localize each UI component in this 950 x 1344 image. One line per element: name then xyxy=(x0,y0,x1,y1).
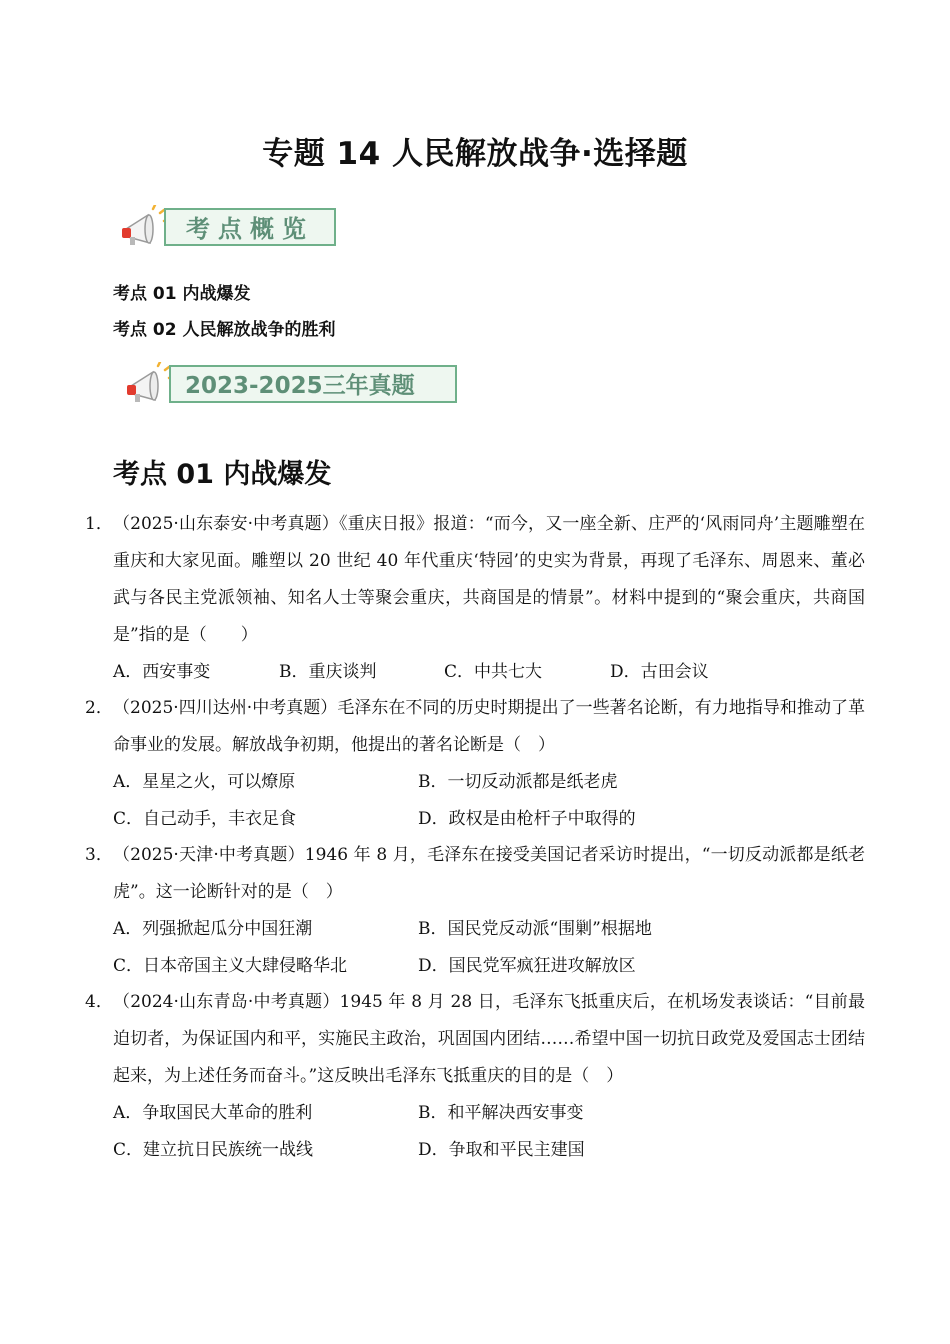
question-2 xyxy=(85,690,865,838)
option-c: C．日本帝国主义大肆侵略华北 xyxy=(113,956,348,976)
overview-banner-label: 考点概览 xyxy=(164,208,336,246)
option-c: C．建立抗日民族统一战线 xyxy=(113,1140,314,1160)
option-c: C．中共七大 xyxy=(444,662,543,682)
question-text: （2024·山东青岛·中考真题）1945 年 8 月 28 日，毛泽东飞抵重庆后，在机场发表谈话：“目前最迫切者，为保证国内和平，实施民主政治，巩固国内团结……希望中国一切抗日政党及爱国志士团结起来，为上述任务而奋斗。”这反映出毛泽东飞抵重庆的目的是（ ） xyxy=(113,992,865,1086)
overview-banner xyxy=(120,205,336,249)
option-d: D．古田会议 xyxy=(610,662,709,682)
option-b: B．重庆谈判 xyxy=(279,662,377,682)
question-4 xyxy=(85,984,865,1169)
question-text: （2025·天津·中考真题）1946 年 8 月，毛泽东在接受美国记者采访时提出，“一切反动派都是纸老虎”。这一论断针对的是（ ） xyxy=(113,845,865,902)
section-heading: 考点 01 内战爆发 xyxy=(113,459,332,490)
option-a: A．列强掀起瓜分中国狂潮 xyxy=(113,919,313,939)
years-banner-label: 2023-2025三年真题 xyxy=(169,365,457,403)
years-banner xyxy=(125,362,457,406)
option-a: A．西安事变 xyxy=(113,662,211,682)
question-text: （2025·山东泰安·中考真题）《重庆日报》报道：“而今，又一座全新、庄严的‘风雨同舟’主题雕塑在重庆和大家见面。雕塑以 20 世纪 40 年代重庆‘特园’的史实为背景，再现了毛泽东、周恩来、董必武与各民主党派领袖、知名人士等聚会重庆，共商国是的情景”。材料中提到的“聚会重庆，共商国是”指的是（ ） xyxy=(113,514,865,645)
option-d: D．国民党军疯狂进攻解放区 xyxy=(418,956,636,976)
option-b: B．和平解决西安事变 xyxy=(418,1103,584,1123)
question-number: 2． xyxy=(85,698,113,718)
page-title: 专题 14 人民解放战争·选择题 xyxy=(262,136,688,172)
question-1 xyxy=(85,506,865,691)
toc-item-1: 考点 01 内战爆发 xyxy=(113,284,251,304)
option-a: A．星星之火，可以燎原 xyxy=(113,772,296,792)
question-text: （2025·四川达州·中考真题）毛泽东在不同的历史时期提出了一些著名论断，有力地指导和推动了革命事业的发展。解放战争初期，他提出的著名论断是（ ） xyxy=(113,698,865,755)
option-b: B．国民党反动派“围剿”根据地 xyxy=(418,919,652,939)
option-d: D．争取和平民主建国 xyxy=(418,1140,585,1160)
option-b: B．一切反动派都是纸老虎 xyxy=(418,772,618,792)
toc-item-2: 考点 02 人民解放战争的胜利 xyxy=(113,320,336,340)
megaphone-icon xyxy=(125,362,175,406)
question-number: 1． xyxy=(85,514,113,534)
question-3 xyxy=(85,837,865,985)
megaphone-icon xyxy=(120,205,170,249)
option-a: A．争取国民大革命的胜利 xyxy=(113,1103,313,1123)
question-number: 3． xyxy=(85,845,113,865)
option-c: C．自己动手，丰衣足食 xyxy=(113,809,297,829)
question-number: 4． xyxy=(85,992,113,1012)
option-d: D．政权是由枪杆子中取得的 xyxy=(418,809,636,829)
